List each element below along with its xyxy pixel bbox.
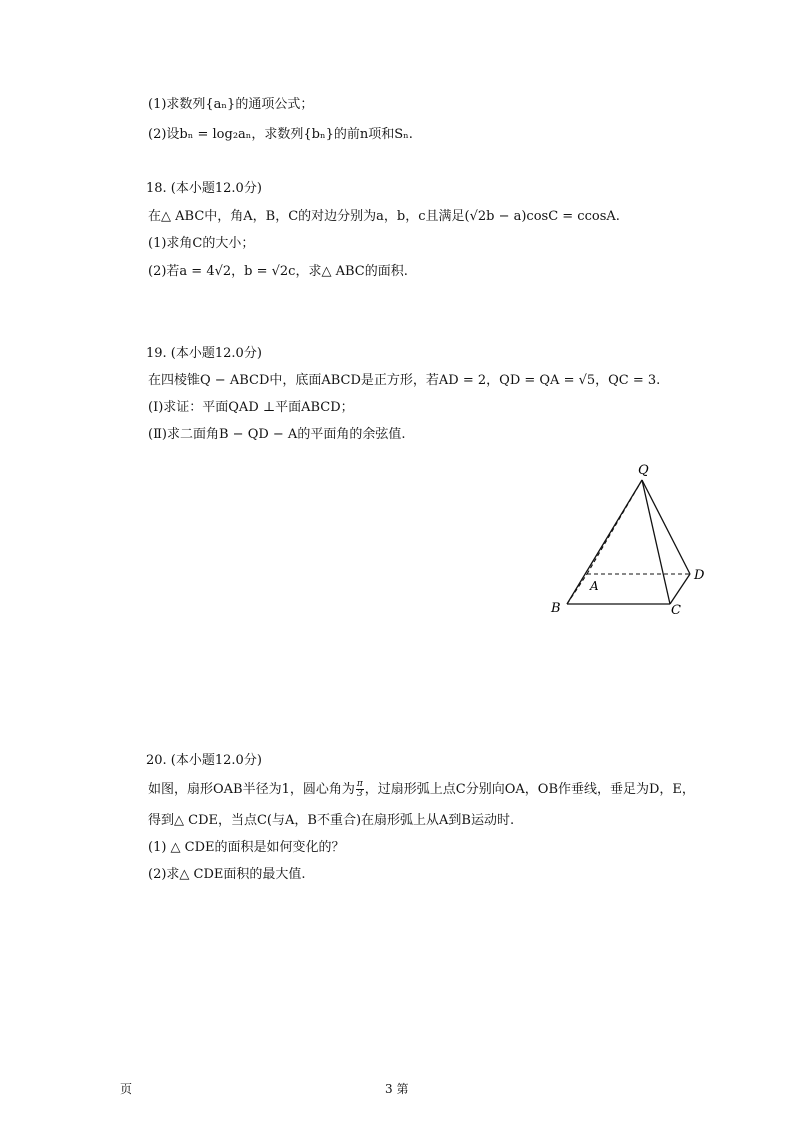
q20-stem-line1 xyxy=(148,780,695,799)
q17-part2: (2)设bₙ = log₂aₙ，求数列{bₙ}的前n项和Sₙ. xyxy=(148,127,413,142)
q20-part2: (2)求△ CDE面积的最大值. xyxy=(148,867,306,882)
q20-angle-fraction xyxy=(356,780,364,799)
frac-numerator: π xyxy=(356,779,363,789)
edge-qd xyxy=(642,480,690,574)
label-d: D xyxy=(694,568,705,583)
q18-part2: (2)若a = 4√2，b = √2c，求△ ABC的面积. xyxy=(148,264,408,279)
label-a: A xyxy=(590,579,599,593)
q19-part2: (Ⅱ)求二面角B − QD − A的平面角的余弦值. xyxy=(148,427,406,442)
label-b: B xyxy=(551,601,561,616)
pyramid-figure xyxy=(545,458,720,618)
q20-part1: (1) △ CDE的面积是如何变化的？ xyxy=(148,840,345,855)
q20-stem-before: 如图，扇形OAB半径为1，圆心角为 xyxy=(148,782,355,797)
edge-qa xyxy=(587,480,642,574)
frac-denominator: 3 xyxy=(356,789,363,799)
label-c: C xyxy=(671,603,681,618)
q20-stem-after: ，过扇形弧上点C分别向OA，OB作垂线，垂足为D，E， xyxy=(364,782,695,797)
q18-stem: 在△ ABC中，角A，B，C的对边分别为a，b，c且满足(√2b − a)cosC = ccosA. xyxy=(148,209,620,224)
label-q: Q xyxy=(638,463,649,478)
q18-part1: (1)求角C的大小； xyxy=(148,236,255,251)
q19-heading: 19. (本小题12.0分) xyxy=(146,346,262,361)
q19-stem: 在四棱锥Q − ABCD中，底面ABCD是正方形，若AD = 2，QD = QA = √5，QC = 3. xyxy=(148,373,661,388)
edge-cd xyxy=(670,574,690,604)
edge-qc xyxy=(642,480,670,604)
q17-part1: (1)求数列{aₙ}的通项公式； xyxy=(148,97,314,112)
q20-heading: 20. (本小题12.0分) xyxy=(146,753,262,768)
q19-part1: (Ⅰ)求证：平面QAD ⊥平面ABCD； xyxy=(148,400,354,415)
footer-left: 页 xyxy=(120,1082,133,1096)
q18-heading: 18. (本小题12.0分) xyxy=(146,181,262,196)
footer-page-number: 3 第 xyxy=(385,1082,409,1096)
q20-stem-line2: 得到△ CDE，当点C(与A，B不重合)在扇形弧上从A到B运动时. xyxy=(148,813,515,828)
